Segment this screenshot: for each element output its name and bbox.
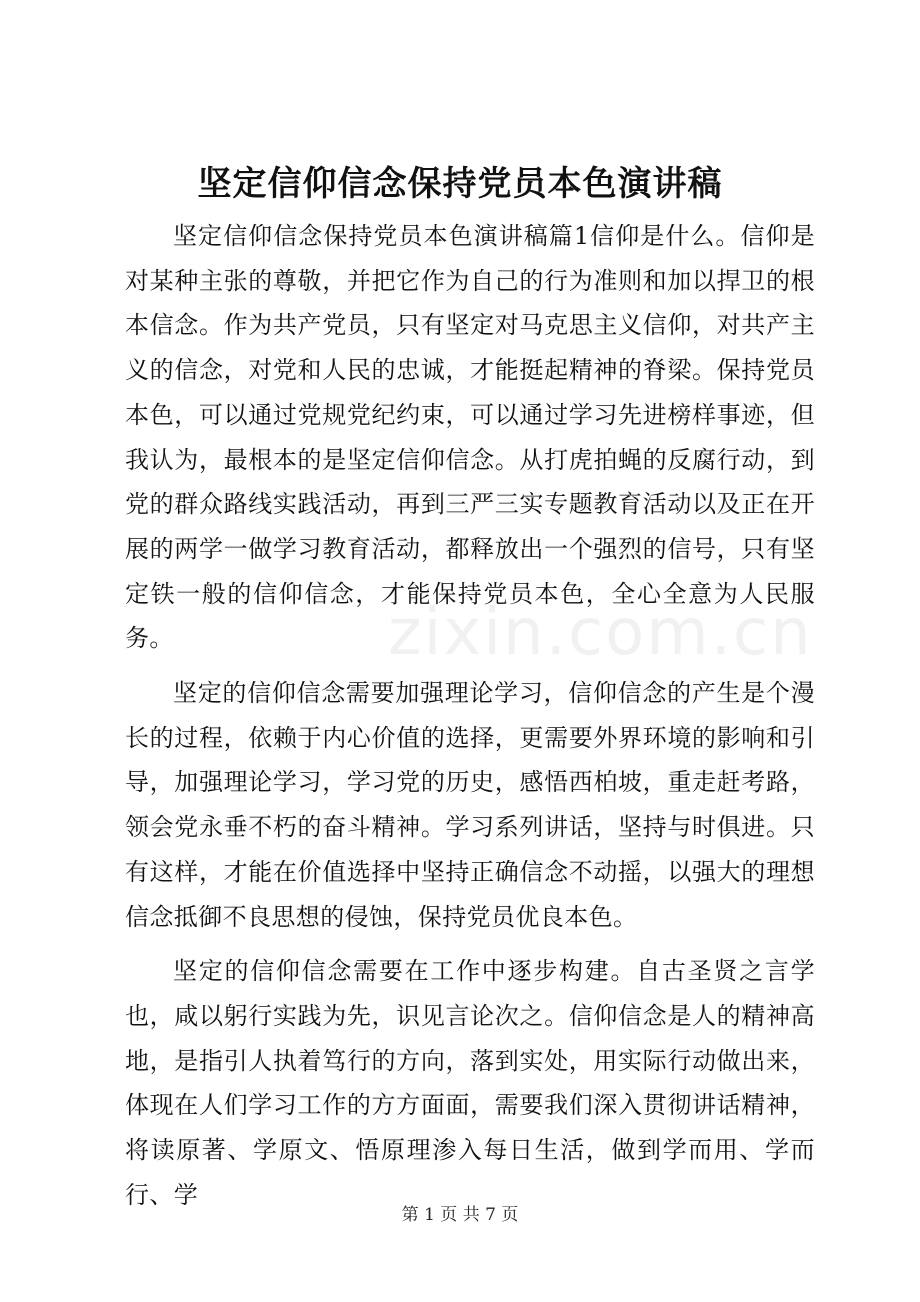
document-body (125, 214, 815, 1227)
paragraph-3: 坚定的信仰信念需要在工作中逐步构建。自古圣贤之言学也，咸以躬行实践为先，识见言论次之。信仰信念是人的精神高地，是指引人执着笃行的方向，落到实处，用实际行动做出来，体现在人们学习工作的方方面面，需要我们深入贯彻讲话精神，将读原著、学原文、悟原理渗入每日生活，做到学而用、学而行、学 (125, 957, 815, 1209)
paragraph-2: 坚定的信仰信念需要加强理论学习，信仰信念的产生是个漫长的过程，依赖于内心价值的选择，更需要外界环境的影响和引导，加强理论学习，学习党的历史，感悟西柏坡，重走赶考路，领会党永垂不朽的奋斗精神。学习系列讲话，坚持与时俱进。只有这样，才能在价值选择中坚持正确信念不动摇，以强大的理想信念抵御不良思想的侵蚀，保持党员优良本色。 (125, 679, 815, 931)
watermark-text: zixin.com.cn (388, 596, 813, 670)
paragraph-1: 坚定信仰信念保持党员本色演讲稿篇1信仰是什么。信仰是对某种主张的尊敬，并把它作为自己的行为准则和加以捍卫的根本信念。作为共产党员，只有坚定对马克思主义信仰，对共产主义的信念，对党和人民的忠诚，才能挺起精神的脊梁。保持党员本色，可以通过党规党纪约束，可以通过学习先进榜样事迹，但我认为，最根本的是坚定信仰信念。从打虎拍蝇的反腐行动，到党的群众路线实践活动，再到三严三实专题教育活动以及正在开展的两学一做学习教育活动，都释放出一个强烈的信号，只有坚定铁一般的信仰信念，才能保持党员本色，全心全意为人民服务。 (125, 222, 815, 653)
page-number-footer: 第 1 页 共 7 页 (401, 1205, 519, 1225)
document-title: 坚定信仰信念保持党员本色演讲稿 (197, 164, 723, 204)
